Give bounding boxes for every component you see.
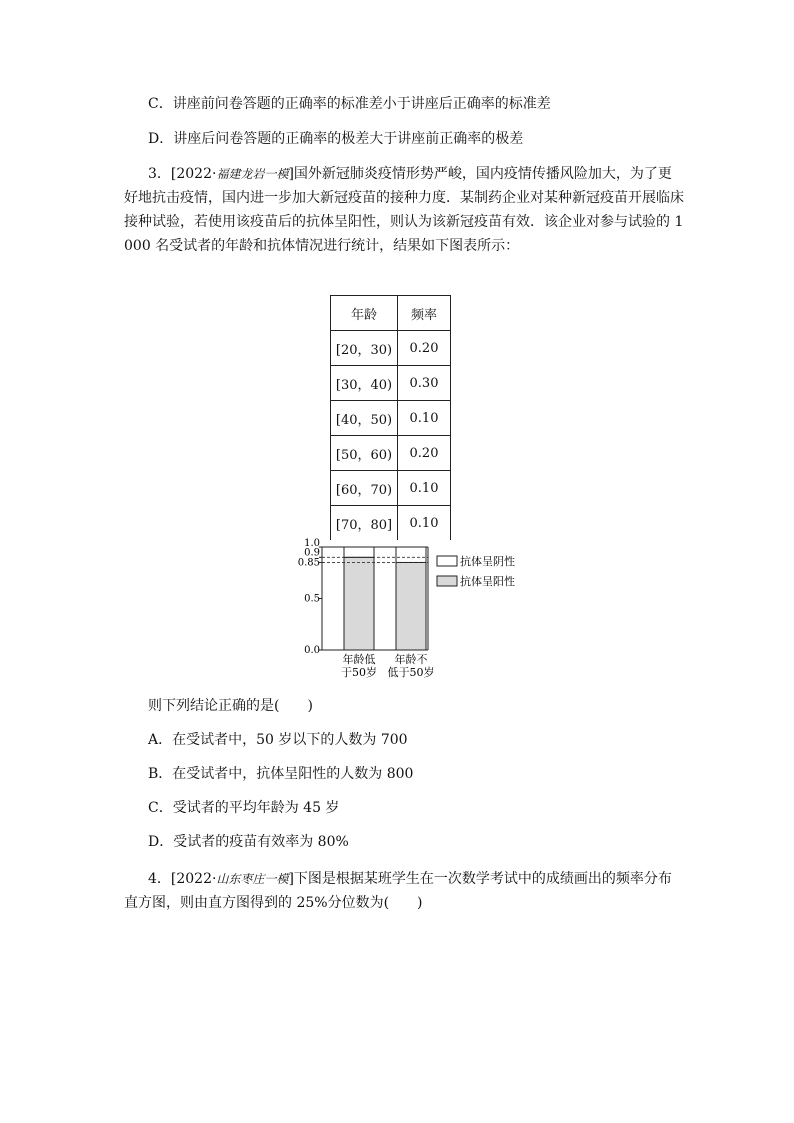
table-cell-freq: 0.10: [398, 401, 451, 436]
legend-label: 抗体呈阳性: [460, 575, 515, 588]
option-b: B．在受试者中，抗体呈阳性的人数为 800: [148, 766, 414, 782]
option-c-prev: C．讲座前问卷答题的正确率的标准差小于讲座后正确率的标准差: [148, 96, 551, 112]
y-tick-label: 0.0: [304, 645, 320, 656]
table-cell-age: [60，70): [331, 471, 398, 506]
legend-label: 抗体呈阴性: [460, 555, 515, 568]
q3-text-1: ]国外新冠肺炎疫情形势严峻，国内疫情传播风险加大，为了更: [288, 166, 672, 182]
bar-negative: [396, 547, 426, 562]
q3-source: 福建龙岩一模: [216, 167, 289, 181]
category-label: 年龄低: [342, 653, 376, 666]
table-cell-freq: 0.10: [398, 506, 451, 541]
question-3-line-1: [148, 164, 672, 184]
table-header-freq: 频率: [398, 296, 451, 331]
option-d: D．受试者的疫苗有效率为 80%: [148, 834, 349, 850]
legend-swatch: [437, 556, 457, 566]
q3-number: 3．[2022·: [148, 166, 217, 182]
option-d-prev: D．讲座后问卷答题的正确率的极差大于讲座前正确率的极差: [148, 131, 524, 147]
option-c: C．受试者的平均年龄为 45 岁: [148, 800, 340, 816]
table-row: [331, 506, 451, 541]
question-3-ask: 则下列结论正确的是( ): [148, 698, 313, 714]
q4-number: 4．[2022·: [148, 871, 217, 887]
bar-positive: [344, 557, 374, 650]
table-cell-freq: 0.20: [398, 331, 451, 366]
age-frequency-table: [330, 295, 451, 540]
table-header-age: 年龄: [331, 296, 398, 331]
question-4-line-1: [148, 869, 672, 889]
table-cell-freq: 0.10: [398, 471, 451, 506]
bar-positive: [396, 562, 426, 650]
table-cell-age: [50，60): [331, 436, 398, 471]
question-3-line-4: 000 名受试者的年龄和抗体情况进行统计，结果如下图表所示：: [124, 238, 520, 254]
question-3-line-2: 好地抗击疫情，国内进一步加大新冠疫苗的接种力度．某制药企业对某种新冠疫苗开展临床: [124, 190, 684, 206]
table-row: [331, 401, 451, 436]
question-4-line-2: 直方图，则由直方图得到的 25%分位数为( ): [124, 895, 423, 911]
option-a: A．在受试者中，50 岁以下的人数为 700: [148, 732, 408, 748]
category-label: 低于50岁: [387, 666, 435, 678]
y-tick-label: 0.5: [304, 593, 320, 605]
legend-swatch: [437, 576, 457, 586]
y-tick-label: 0.85: [297, 557, 320, 569]
table-row: [331, 366, 451, 401]
category-label: 于50岁: [341, 666, 377, 678]
table-cell-age: [30，40): [331, 366, 398, 401]
q4-source: 山东枣庄一模: [216, 872, 289, 886]
y-tick-label: 0.9: [304, 547, 320, 559]
question-3-line-3: 接种试验，若使用该疫苗后的抗体呈阳性，则认为该新冠疫苗有效．该企业对参与试验的 1: [124, 214, 684, 230]
antibody-stacked-bar-chart: [295, 538, 535, 678]
category-label: 年龄不: [394, 653, 428, 666]
table-header-row: [331, 296, 451, 331]
table-cell-age: [20，30): [331, 331, 398, 366]
q4-text-1: ]下图是根据某班学生在一次数学考试中的成绩画出的频率分布: [288, 871, 672, 887]
table-cell-freq: 0.30: [398, 366, 451, 401]
y-tick-label: 1.0: [304, 538, 320, 549]
table-row: [331, 331, 451, 366]
table-row: [331, 471, 451, 506]
table-cell-age: [70，80]: [331, 506, 398, 541]
table-cell-age: [40，50): [331, 401, 398, 436]
table-cell-freq: 0.20: [398, 436, 451, 471]
table-row: [331, 436, 451, 471]
bar-negative: [344, 547, 374, 557]
